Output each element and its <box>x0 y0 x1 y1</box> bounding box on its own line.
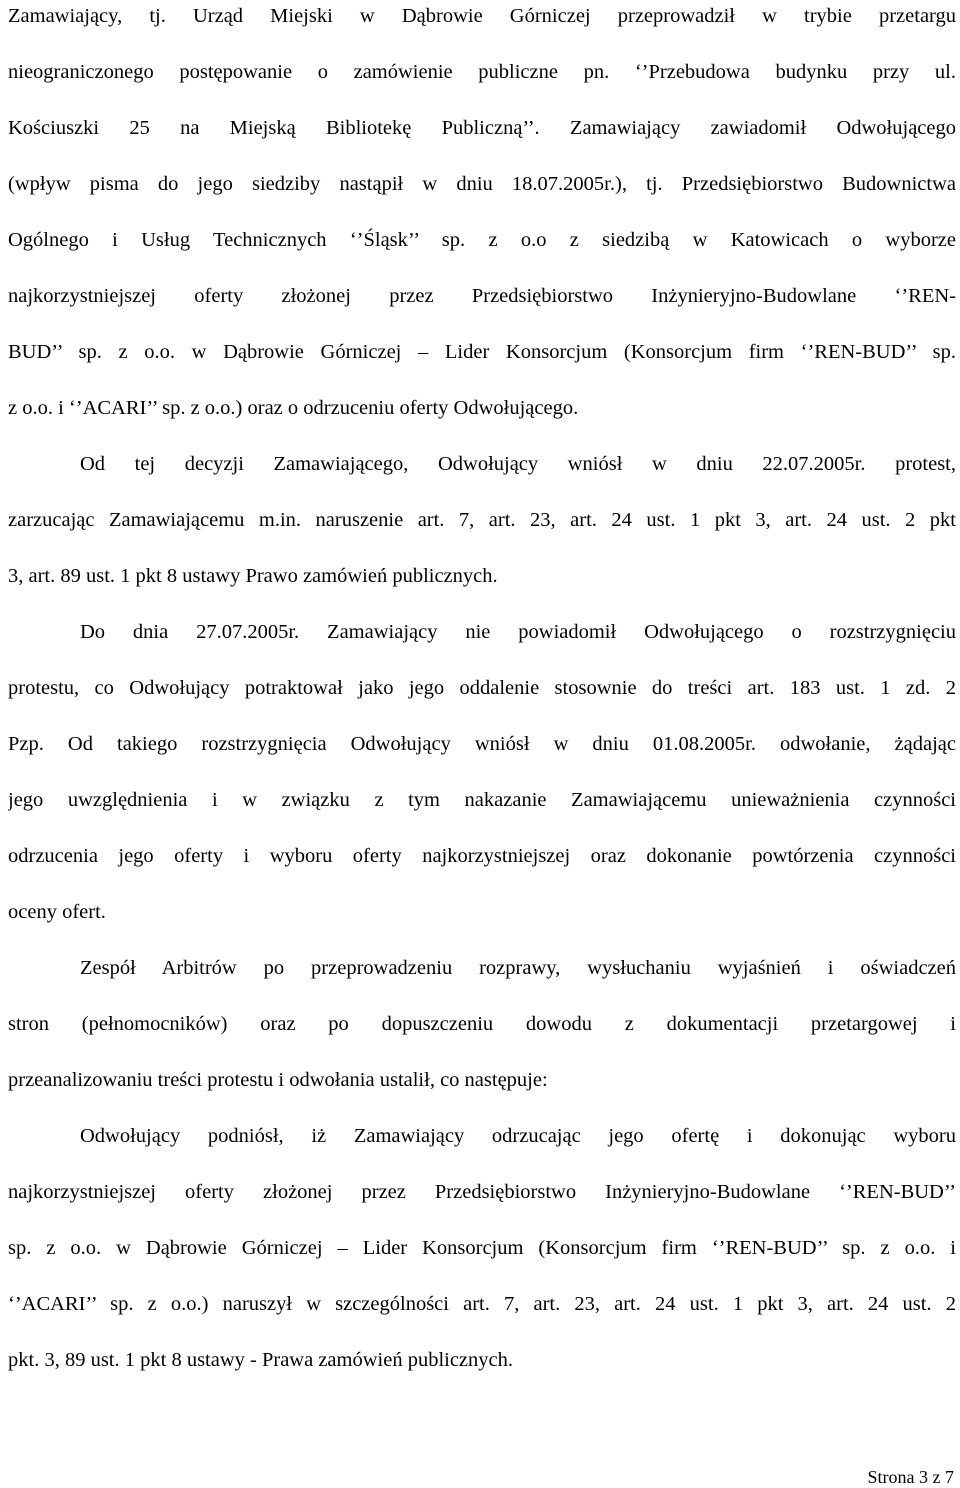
page-number: Strona 3 z 7 <box>867 1467 954 1487</box>
text-line: jego uwzględnienia i w związku z tym nakazanie Zamawiającemu unieważnienia czynności <box>8 789 956 811</box>
text-line: Odwołujący podniósł, iż Zamawiający odrzucając jego ofertę i dokonując wyboru <box>80 1125 956 1147</box>
text-line: z o.o. i ‘’ACARI’’ sp. z o.o.) oraz o odrzuceniu oferty Odwołującego. <box>8 397 579 419</box>
text-line: Zespół Arbitrów po przeprowadzeniu rozprawy, wysłuchaniu wyjaśnień i oświadczeń <box>80 957 956 979</box>
text-line: (wpływ pisma do jego siedziby nastąpił w dniu 18.07.2005r.), tj. Przedsiębiorstwo Budownictwa <box>8 173 956 195</box>
text-line: Kościuszki 25 na Miejską Bibliotekę Publiczną’’. Zamawiający zawiadomił Odwołującego <box>8 117 956 139</box>
text-line: nieograniczonego postępowanie o zamówienie publiczne pn. ‘’Przebudowa budynku przy ul. <box>8 61 956 83</box>
text-line: zarzucając Zamawiającemu m.in. naruszenie art. 7, art. 23, art. 24 ust. 1 pkt 3, art. 24 ust. 2 pkt <box>8 509 956 531</box>
text-line: Ogólnego i Usług Technicznych ‘’Śląsk’’ sp. z o.o z siedzibą w Katowicach o wyborze <box>8 229 956 251</box>
text-line: ‘’ACARI’’ sp. z o.o.) naruszył w szczególności art. 7, art. 23, art. 24 ust. 1 pkt 3, art. 24 ust. 2 <box>8 1293 956 1315</box>
text-line: odrzucenia jego oferty i wyboru oferty najkorzystniejszej oraz dokonanie powtórzenia czynności <box>8 845 956 867</box>
text-line: Od tej decyzji Zamawiającego, Odwołujący wniósł w dniu 22.07.2005r. protest, <box>80 453 956 475</box>
text-line: przeanalizowaniu treści protestu i odwołania ustalił, co następuje: <box>8 1069 548 1091</box>
text-line: BUD’’ sp. z o.o. w Dąbrowie Górniczej – Lider Konsorcjum (Konsorcjum firm ‘’REN-BUD’’ sp. <box>8 341 956 363</box>
text-line: Do dnia 27.07.2005r. Zamawiający nie powiadomił Odwołującego o rozstrzygnięciu <box>80 621 956 643</box>
text-line: oceny ofert. <box>8 901 106 923</box>
text-line: pkt. 3, 89 ust. 1 pkt 8 ustawy - Prawa zamówień publicznych. <box>8 1349 514 1371</box>
text-line: protestu, co Odwołujący potraktował jako jego oddalenie stosownie do treści art. 183 ust. 1 zd. 2 <box>8 677 956 699</box>
text-line: najkorzystniejszej oferty złożonej przez Przedsiębiorstwo Inżynieryjno-Budowlane ‘’REN-BUD’’ <box>8 1181 956 1203</box>
text-line: 3, art. 89 ust. 1 pkt 8 ustawy Prawo zamówień publicznych. <box>8 565 498 587</box>
text-line: Zamawiający, tj. Urząd Miejski w Dąbrowie Górniczej przeprowadził w trybie przetargu <box>8 5 956 27</box>
text-line: sp. z o.o. w Dąbrowie Górniczej – Lider Konsorcjum (Konsorcjum firm ‘’REN-BUD’’ sp. z o.o. i <box>8 1237 956 1259</box>
text-line: najkorzystniejszej oferty złożonej przez Przedsiębiorstwo Inżynieryjno-Budowlane ‘’REN- <box>8 285 956 307</box>
text-line: Pzp. Od takiego rozstrzygnięcia Odwołujący wniósł w dniu 01.08.2005r. odwołanie, żądając <box>8 733 956 755</box>
text-line: stron (pełnomocników) oraz po dopuszczeniu dowodu z dokumentacji przetargowej i <box>8 1013 956 1035</box>
